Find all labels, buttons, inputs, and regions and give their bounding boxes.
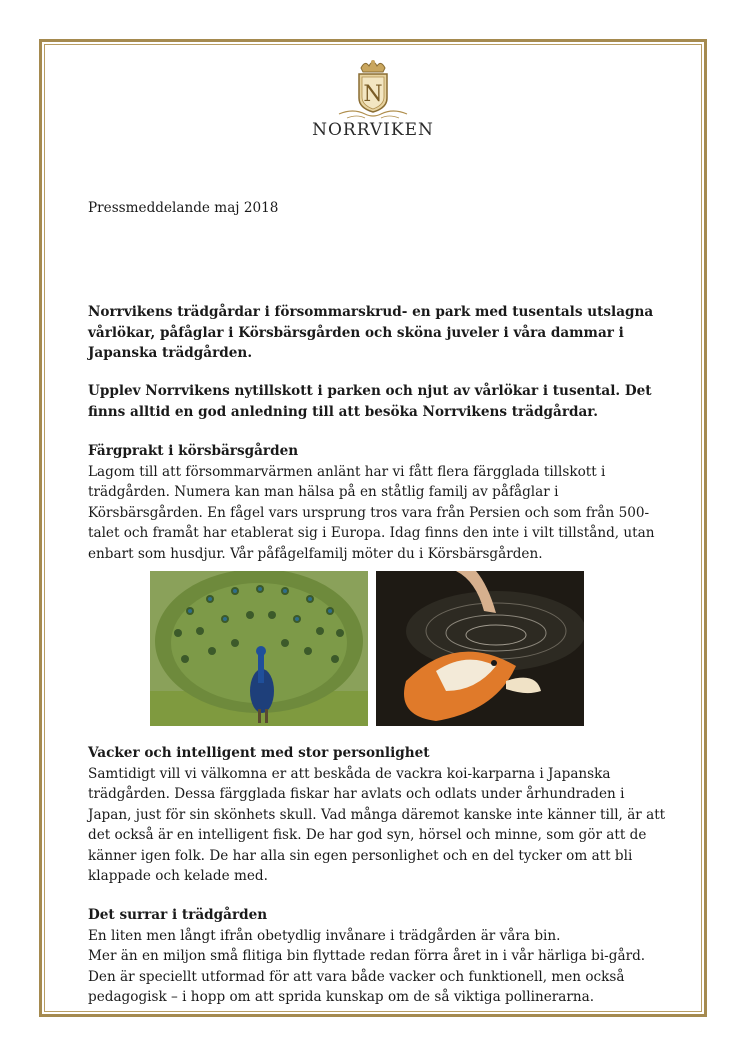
section-body: Lagom till att försommarvärmen anlänt har vi fått flera färgglada tillskott i trädgården. Numera kan man hälsa på en ståtlig familj av påfåglar i Körsbärsgården. En fågel vars ursprung tros vara från Persien och som från 500-talet och framåt har etablerat sig i Europa. Idag finns den inte i vilt tillstånd, utan enbart som husdjur. Vår påfågelfamilj möter du i Körsbärsgården. (88, 463, 655, 562)
section-line: Den är speciellt utformad för att vara både vacker och funktionell, men också pedagogisk – i hopp om att sprida kunskap om de så viktiga pollinerarna. (88, 968, 625, 1005)
section-cherry-garden (88, 441, 668, 564)
section-heading: Det surrar i trädgården (88, 907, 268, 923)
section-bees (88, 905, 668, 1008)
norrviken-logo (300, 58, 446, 148)
koi-photo (376, 571, 584, 726)
section-heading: Vacker och intelligent med stor personlighet (88, 745, 430, 761)
lead-heading: Norrvikens trädgårdar i försommarskrud- en park med tusentals utslagna vårlökar, påfåglar i Körsbärsgården och sköna juveler i våra dammar i Japanska trädgården. (88, 304, 654, 361)
peacock-photo (150, 571, 368, 726)
section-line: En liten men långt ifrån obetydlig invånare i trädgården är våra bin. (88, 927, 561, 944)
wordmark: NORRVIKEN (312, 120, 434, 140)
monogram: N (363, 82, 383, 107)
lead-intro: Upplev Norrvikens nytillskott i parken och njut av vårlökar i tusental. Det finns alltid en god anledning till att besöka Norrvikens trädgårdar. (88, 383, 652, 420)
section-body: Samtidigt vill vi välkomna er att beskåda de vackra koi-karparna i Japanska trädgården. Dessa färgglada fiskar har avlats och odlats under århundraden i Japan, just för sin skönhets skull. Vad många däremot kanske inte känner till, är att det också är en intelligent fisk. De har god syn, hörsel och minne, som gör att de känner igen folk. De har alla sin egen personlighet och en del tycker om att bli klappade och kelade med. (88, 765, 666, 884)
crest-icon (333, 58, 413, 120)
press-release-date: Pressmeddelande maj 2018 (88, 200, 279, 216)
section-koi (88, 743, 668, 887)
section-heading: Färgprakt i körsbärsgården (88, 443, 299, 459)
section-line: Mer än en miljon små flitiga bin flyttade redan förra året in i vår härliga bi-gård. (88, 948, 646, 964)
